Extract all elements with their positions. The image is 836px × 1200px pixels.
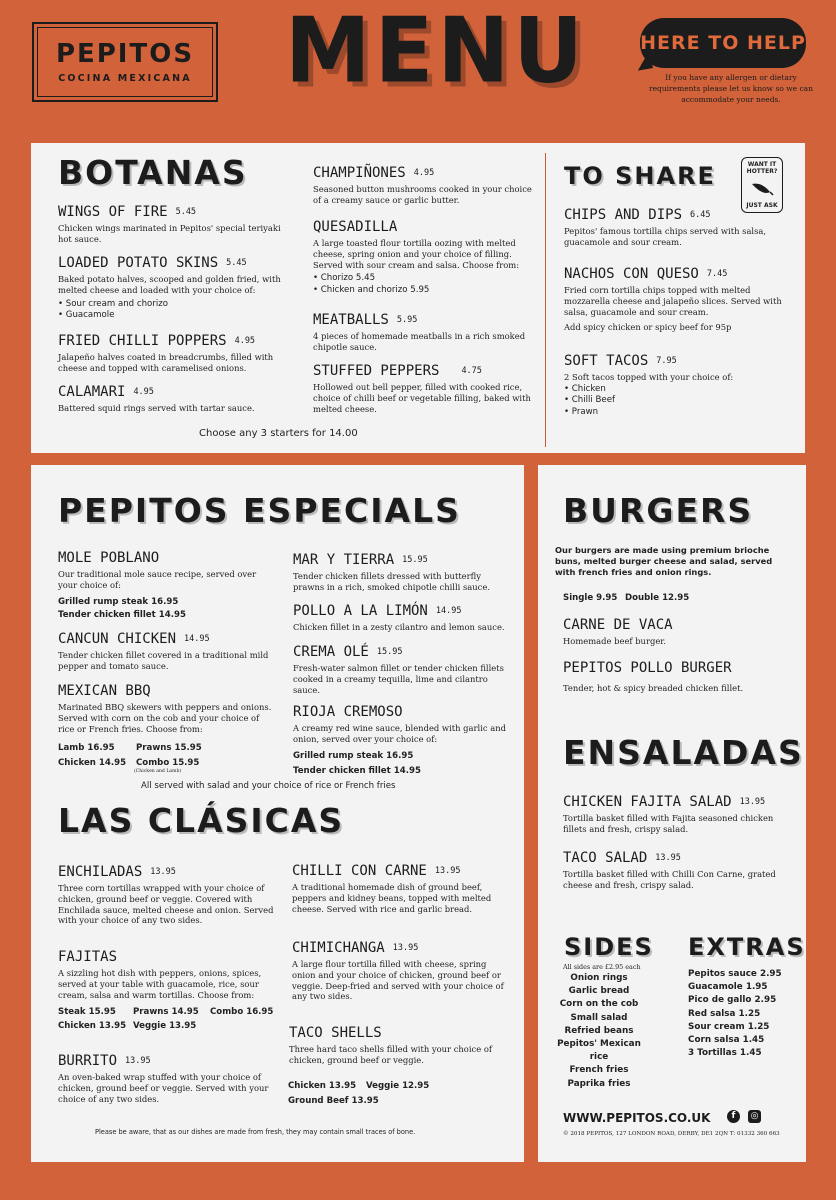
list-item: Pico de gallo 2.95 [688,995,777,1006]
menu-item [293,705,513,776]
option: Grilled rump steak 16.95 [58,596,179,607]
option: Single 9.95 [563,593,618,603]
option: Tender chicken fillet 14.95 [293,765,421,776]
menu-item [292,864,512,914]
list-item: Red salsa 1.25 [688,1008,761,1019]
item-name: NACHOS CON QUESO [564,266,699,282]
item-name: TACO SHELLS [289,1025,382,1041]
item-description: Fried corn tortilla chips topped with melted mozzarella cheese and jalapeño slices. Served with salsa, guacamole and sour cream. [564,285,782,317]
item-name: BURRITO [58,1053,118,1069]
item-name: QUESADILLA [313,219,398,235]
menu-item [58,950,278,1000]
item-name: MEXICAN BBQ [58,683,151,699]
menu-item [58,632,273,672]
item-description: A creamy red wine sauce, blended with garlic and onion, served over your choice of: [293,723,507,744]
botanas-heading: BOTANAS [58,153,248,192]
option: Ground Beef 13.95 [288,1096,379,1106]
item-description: A large flour tortilla filled with cheese, spring onion and your choice of chicken, ground beef or veggie. Deep-fried and served with your choice of any two sides. [292,959,504,1002]
item-name: RIOJA CREMOSO [293,704,403,720]
item-name: PEPITOS POLLO BURGER [563,660,732,676]
item-description: Tender chicken fillets dressed with butterfly prawns in a rich, smoked chipotle chilli sauce. [293,571,490,592]
allergen-note: If you have any allergen or dietary requirements please let us know so we can accommodate your needs. [649,73,813,104]
option: • Sour cream and chorizo [58,298,168,309]
item-description: Pepitos' famous tortilla chips served with salsa, guacamole and sour cream. [564,226,767,247]
item-description: Our traditional mole sauce recipe, served over your choice of: [58,569,257,590]
list-item: Small salad [570,1012,628,1023]
option: • Chicken [564,383,606,394]
sides-heading: SIDES [564,933,654,961]
menu-item [58,256,288,322]
item-price: 14.95 [435,606,462,616]
item-name: CHIPS AND DIPS [564,207,683,223]
divider [545,153,546,447]
item-name: ENCHILADAS [58,864,143,880]
item-description: Three hard taco shells filled with your choice of chicken, ground beef or veggie. [289,1044,492,1065]
instagram-icon[interactable]: ◎ [748,1110,761,1123]
item-price: 13.95 [392,943,419,953]
option: • Prawn [564,406,599,417]
list-item: 3 Tortillas 1.45 [688,1048,762,1059]
especials-note: All served with salad and your choice of rice or French fries [141,781,396,791]
option: Veggie 13.95 [133,1021,197,1031]
page-title: MENU [285,0,588,104]
menu-item [292,941,512,1002]
item-description: Tender, hot & spicy breaded chicken fillet. [563,683,744,693]
menu-item [313,166,538,206]
item-price: 5.95 [396,315,418,325]
menu-item [289,1026,509,1066]
website-link[interactable]: WWW.PEPITOS.CO.UK [563,1111,711,1125]
option: • Chilli Beef [564,395,616,406]
item-price: 13.95 [739,797,766,807]
list-item: Guacamole 1.95 [688,982,768,993]
item-name: CHIMICHANGA [292,940,385,956]
item-price: 15.95 [402,555,428,565]
menu-item [58,684,273,734]
list-item: Paprika fries [567,1078,631,1089]
menu-item [313,220,538,296]
menu-item [58,865,278,926]
item-name: LOADED POTATO SKINS [58,255,219,271]
menu-item [563,795,793,835]
menu-item [564,354,792,418]
logo-name: PEPITOS [55,38,195,69]
item-price: 13.95 [125,1056,151,1066]
option: Chicken 14.95 [58,758,127,768]
extras-list [688,968,793,1060]
item-price: 13.95 [434,866,461,876]
item-price: 14.95 [184,634,210,644]
option: Prawns 15.95 [136,743,202,753]
item-price: 15.95 [376,647,403,657]
menu-item [58,551,273,620]
item-name: FAJITAS [58,949,118,965]
item-description: Homemade beef burger. [563,636,667,646]
address: © 2018 PEPITOS, 127 LONDON ROAD, DERBY, DE1 2QN T: 01332 360 663 [563,1131,780,1137]
menu-item [293,553,513,593]
item-description: Tortilla basket filled with Fajita seasoned chicken fillets and fresh, crispy salad. [563,813,774,834]
item-description: Marinated BBQ skewers with peppers and onions. Served with corn on the cob and your choice of rice or French fries. Choose from: [58,702,272,734]
option: Lamb 16.95 [58,743,115,753]
menu-item [58,205,288,245]
combo-note: (Chicken and Lamb) [134,769,182,774]
item-price: 7.45 [706,269,728,279]
item-name: CHICKEN FAJITA SALAD [563,794,732,810]
item-description: An oven-baked wrap stuffed with your choice of chicken, ground beef or veggie. Served with your choice of any two sides. [58,1072,269,1104]
item-description: 2 Soft tacos topped with your choice of: [564,372,734,382]
option: Steak 15.95 [58,1007,116,1017]
item-description: A traditional homemade dish of ground beef, peppers and kidney beans, topped with melted cheese. Served with rice and garlic bread. [292,882,492,914]
item-name: CALAMARI [58,384,126,400]
menu-item [563,618,793,647]
option: • Chicken and chorizo 5.95 [313,284,430,295]
list-item: Pepitos' Mexican rice [557,1039,641,1063]
item-price: 13.95 [150,867,176,877]
to-share-heading: TO SHARE [564,162,716,190]
item-price: 4.95 [133,387,154,397]
option: • Guacamole [58,310,115,321]
ensaladas-heading: ENSALADAS [563,733,804,772]
item-price: 4.95 [234,336,256,346]
menu-item [564,267,792,333]
list-item: Sour cream 1.25 [688,1021,770,1032]
item-price: 6.45 [690,210,711,220]
menu-item [58,334,288,374]
item-name: TACO SALAD [563,850,648,866]
item-price: 13.95 [655,853,681,863]
item-name: MEATBALLS [313,312,389,328]
bone-warning: Please be aware, that as our dishes are made from fresh, they may contain small traces of bone. [95,1128,416,1136]
help-speech-bubble [640,18,806,68]
item-description: Tortilla basket filled with Chilli Con Carne, grated cheese and fresh, crispy salad. [563,869,776,890]
help-title: HERE TO HELP [640,32,806,54]
item-extra: Add spicy chicken or spicy beef for 95p [564,322,732,333]
sides-price-note: All sides are £2.95 each [563,963,641,971]
list-item: Corn salsa 1.45 [688,1035,765,1046]
item-name: WINGS OF FIRE [58,204,168,220]
chilli-pepper-icon [741,157,783,213]
item-description: Jalapeño halves coated in breadcrumbs, filled with cheese and topped with caramelised onions. [58,352,274,373]
burgers-heading: BURGERS [563,491,754,530]
menu-item [564,208,792,248]
list-item: Pepitos sauce 2.95 [688,969,782,979]
item-description: Baked potato halves, scooped and golden fried, with melted cheese and loaded with your choice of: [58,274,281,295]
menu-item [563,661,793,694]
logo [32,22,218,102]
logo-subtitle: COCINA MEXICANA [58,72,192,84]
extras-heading: EXTRAS [688,933,806,961]
item-price: 4.95 [413,168,435,178]
item-description: Tender chicken fillet covered in a traditional mild pepper and tomato sauce. [58,650,269,671]
menu-item [313,364,538,414]
option: Prawns 14.95 [133,1007,199,1017]
item-name: CHILLI CON CARNE [292,863,427,879]
item-name: FRIED CHILLI POPPERS [58,333,227,349]
badge-text: WANT IT HOTTER? [746,161,778,175]
item-description: Chicken fillet in a zesty cilantro and lemon sauce. [293,622,505,632]
item-price: 4.75 [461,366,482,376]
option: Tender chicken fillet 14.95 [58,609,186,620]
item-price: 5.45 [175,207,197,217]
facebook-icon[interactable]: f [727,1110,740,1123]
menu-item [563,851,793,891]
menu-item [58,1054,278,1104]
clasicas-heading: LAS CLÁSICAS [58,801,345,840]
especials-heading: PEPITOS ESPECIALS [58,491,461,530]
item-name: CHAMPIÑONES [313,165,406,181]
list-item: Garlic bread [568,986,630,997]
option: Chicken 13.95 [58,1021,127,1031]
menu-item [313,313,538,353]
menu-item [293,604,513,633]
item-description: Chicken wings marinated in Pepitos' special teriyaki hot sauce. [58,223,281,244]
item-name: POLLO A LA LIMÓN [293,603,428,619]
item-name: STUFFED PEPPERS [313,363,440,379]
badge-text: JUST ASK [746,202,778,209]
item-description: Seasoned button mushrooms cooked in your choice of a creamy sauce or garlic butter. [313,184,532,205]
menu-item [58,385,288,414]
list-item: Corn on the cob [559,999,639,1010]
item-name: CREMA OLÉ [293,644,369,660]
item-name: SOFT TACOS [564,353,649,369]
item-name: MOLE POBLANO [58,550,160,566]
item-description: Three corn tortillas wrapped with your choice of chicken, ground beef or veggie. Covered with Enchilada sauce, melted cheese and onion. Served with your choice of any two sides. [58,883,274,926]
sides-list [549,972,649,1091]
list-item: Onion rings [570,973,628,983]
item-description: 4 pieces of homemade meatballs in a rich smoked chipotle sauce. [313,331,526,352]
chilli-icon [749,180,775,198]
item-price: 7.95 [656,356,677,366]
option: Combo 15.95 [136,758,200,768]
menu-item [293,645,513,695]
item-description: Fresh-water salmon fillet or tender chicken fillets cooked in a creamy tequilla, lime and cilantro sauce. [293,663,504,695]
item-name: CANCUN CHICKEN [58,631,177,647]
item-name: MAR Y TIERRA [293,552,395,568]
option: Grilled rump steak 16.95 [293,750,414,761]
burgers-intro: Our burgers are made using premium brioche buns, melted burger cheese and salad, served with french fries and onion rings. [555,545,773,577]
item-description: Hollowed out bell pepper, filled with cooked rice, choice of chilli beef or vegetable filling, baked with melted cheese. [313,382,531,414]
item-name: CARNE DE VACA [563,617,673,633]
list-item: French fries [569,1065,629,1076]
list-item: Refried beans [564,1025,634,1036]
option: Chicken 13.95 [288,1081,357,1091]
option: Double 12.95 [625,593,690,603]
item-description: A sizzling hot dish with peppers, onions, spices, served at your table with guacamole, rice, sour cream, salsa and warm tortillas. Choose from: [58,968,262,1000]
option: • Chorizo 5.45 [313,273,376,284]
item-description: Battered squid rings served with tartar sauce. [58,403,255,413]
option: Combo 16.95 [210,1007,274,1017]
item-description: A large toasted flour tortilla oozing with melted cheese, spring onion and your choice of filling. Served with sour cream and salsa. Choose from: [313,238,520,270]
option: Veggie 12.95 [366,1081,430,1091]
starter-deal-note: Choose any 3 starters for 14.00 [199,428,358,439]
item-price: 5.45 [226,258,247,268]
